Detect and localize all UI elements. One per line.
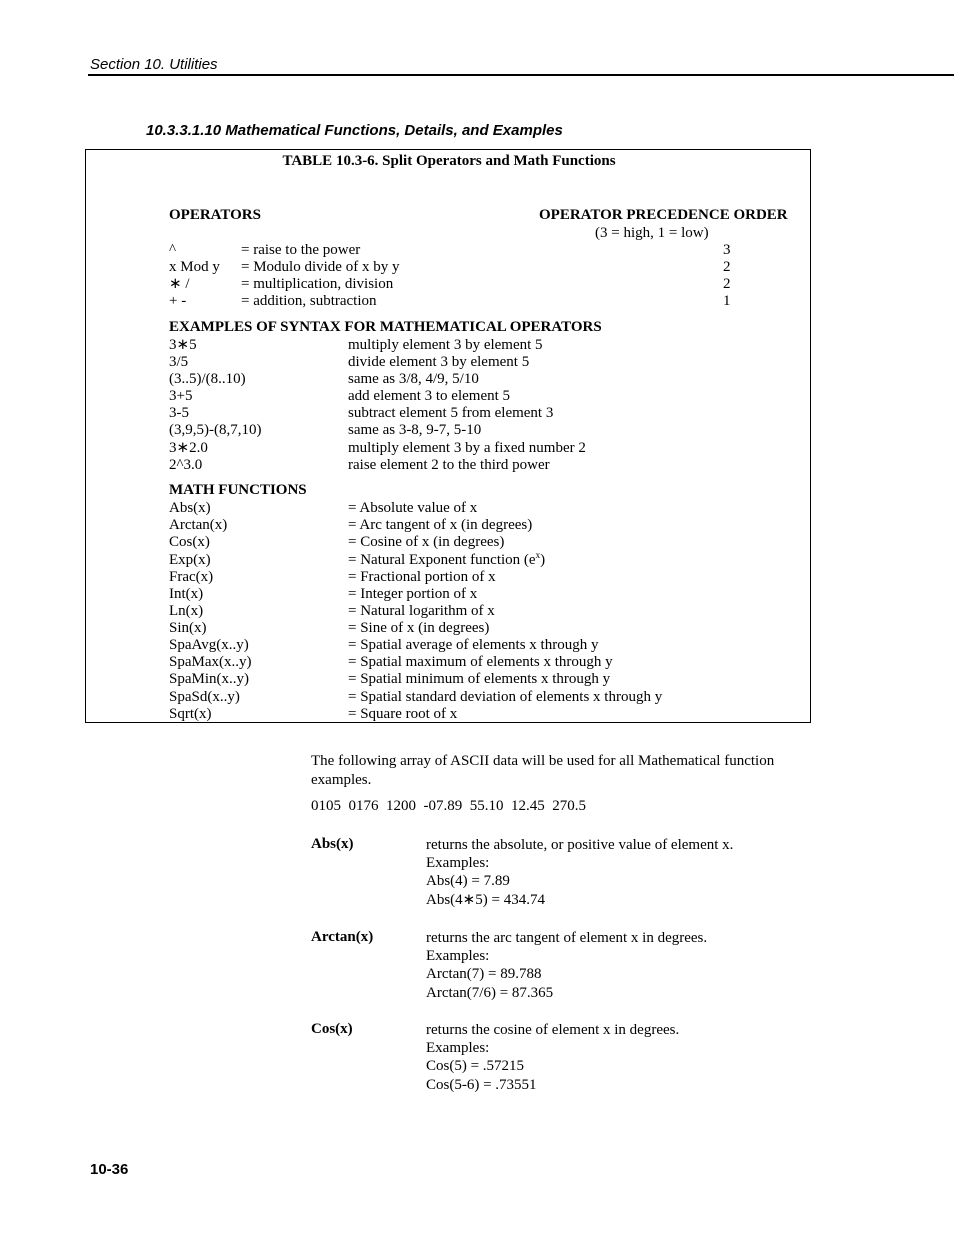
example-line: Abs(4∗5) = 434.74 <box>426 891 545 908</box>
syntax-meaning: subtract element 5 from element 3 <box>348 405 554 421</box>
operator-description: = multiplication, division <box>241 276 394 292</box>
syntax-expression: (3..5)/(8..10) <box>169 371 246 387</box>
function-description: = Fractional portion of x <box>348 569 496 585</box>
page-number: 10-36 <box>90 1161 129 1178</box>
function-name: SpaSd(x..y) <box>169 689 240 705</box>
function-row <box>169 586 789 603</box>
function-name: Arctan(x) <box>169 517 228 533</box>
function-row <box>169 552 789 569</box>
operator-row <box>169 259 769 276</box>
syntax-row <box>169 457 789 474</box>
function-description: = Spatial standard deviation of elements x through y <box>348 689 663 705</box>
example-line: Abs(4) = 7.89 <box>426 873 510 890</box>
intro-paragraph: The following array of ASCII data will be used for all Mathematical function examples. <box>311 753 775 788</box>
function-detail-name: Cos(x) <box>311 1021 353 1037</box>
function-name: Sqrt(x) <box>169 706 212 722</box>
operator-row <box>169 276 769 293</box>
function-description: = Spatial minimum of elements x through y <box>348 671 611 687</box>
function-name: Cos(x) <box>169 534 210 550</box>
ascii-data-array: 0105 0176 1200 -07.89 55.10 12.45 270.5 <box>311 798 586 814</box>
syntax-row <box>169 388 789 405</box>
function-row <box>169 620 789 637</box>
syntax-expression: 3+5 <box>169 388 193 404</box>
examples-label: Examples: <box>426 855 490 872</box>
function-detail-description: returns the arc tangent of element x in degrees. <box>426 930 708 946</box>
syntax-meaning: raise element 2 to the third power <box>348 457 550 473</box>
syntax-heading: EXAMPLES OF SYNTAX FOR MATHEMATICAL OPERATORS <box>169 319 602 335</box>
function-row <box>169 671 789 688</box>
example-line: Cos(5) = .57215 <box>426 1058 525 1075</box>
header-rule <box>88 74 954 76</box>
operator-description: = Modulo divide of x by y <box>241 259 400 275</box>
table-title: TABLE 10.3-6. Split Operators and Math Functions <box>282 153 616 169</box>
function-row <box>169 706 789 723</box>
function-detail-body <box>426 929 806 1002</box>
exponent-superscript: x <box>535 550 541 560</box>
function-description: = Absolute value of x <box>348 500 478 516</box>
function-row <box>169 637 789 654</box>
syntax-row <box>169 337 789 354</box>
function-description <box>348 552 545 569</box>
syntax-meaning: add element 3 to element 5 <box>348 388 511 404</box>
function-description-text: = Natural Exponent function (e <box>348 552 536 568</box>
operator-description: = addition, subtraction <box>241 293 377 309</box>
examples-label: Examples: <box>426 1040 490 1057</box>
precedence-note: (3 = high, 1 = low) <box>595 225 709 241</box>
operator-precedence: 2 <box>723 276 731 292</box>
function-name: SpaAvg(x..y) <box>169 637 249 653</box>
syntax-row <box>169 354 789 371</box>
function-row <box>169 654 789 671</box>
function-name: Exp(x) <box>169 552 211 568</box>
function-name: SpaMin(x..y) <box>169 671 249 687</box>
precedence-heading: OPERATOR PRECEDENCE ORDER <box>539 207 788 223</box>
function-name: Int(x) <box>169 586 204 602</box>
function-description-suffix: ) <box>540 552 546 568</box>
function-description: = Spatial maximum of elements x through y <box>348 654 613 670</box>
examples-label: Examples: <box>426 948 490 965</box>
example-line: Cos(5-6) = .73551 <box>426 1076 537 1093</box>
functions-heading: MATH FUNCTIONS <box>169 482 307 498</box>
operators-heading: OPERATORS <box>169 207 261 223</box>
operator-symbol: x Mod y <box>169 259 220 275</box>
operators-table <box>85 149 811 723</box>
syntax-meaning: same as 3-8, 9-7, 5-10 <box>348 422 482 438</box>
syntax-expression: 3/5 <box>169 354 189 370</box>
syntax-meaning: multiply element 3 by element 5 <box>348 337 543 353</box>
function-row <box>169 534 789 551</box>
function-description: = Square root of x <box>348 706 458 722</box>
operator-precedence: 2 <box>723 259 731 275</box>
syntax-row <box>169 440 789 457</box>
syntax-row <box>169 422 789 439</box>
function-row <box>169 689 789 706</box>
function-description: = Spatial average of elements x through y <box>348 637 599 653</box>
syntax-row <box>169 371 789 388</box>
syntax-expression: 3-5 <box>169 405 189 421</box>
function-description: = Sine of x (in degrees) <box>348 620 490 636</box>
syntax-expression: 3∗2.0 <box>169 440 208 456</box>
operator-row <box>169 293 769 310</box>
function-row <box>169 517 789 534</box>
function-description: = Integer portion of x <box>348 586 478 602</box>
function-name: Abs(x) <box>169 500 211 516</box>
function-description: = Natural logarithm of x <box>348 603 495 619</box>
function-detail-description: returns the cosine of element x in degrees. <box>426 1022 680 1038</box>
syntax-meaning: divide element 3 by element 5 <box>348 354 530 370</box>
operator-description: = raise to the power <box>241 242 361 258</box>
function-row <box>169 500 789 517</box>
example-line: Arctan(7) = 89.788 <box>426 966 542 983</box>
function-detail-body <box>426 1021 806 1094</box>
function-detail-description: returns the absolute, or positive value of element x. <box>426 837 734 853</box>
operator-symbol: + - <box>169 293 187 309</box>
function-row <box>169 603 789 620</box>
syntax-meaning: multiply element 3 by a fixed number 2 <box>348 440 586 456</box>
function-name: Sin(x) <box>169 620 207 636</box>
function-detail-body <box>426 836 806 909</box>
syntax-row <box>169 405 789 422</box>
operator-symbol: ∗ / <box>169 276 190 292</box>
function-name: SpaMax(x..y) <box>169 654 252 670</box>
operator-symbol: ^ <box>169 242 177 258</box>
example-line: Arctan(7/6) = 87.365 <box>426 984 554 1001</box>
operator-precedence: 3 <box>723 242 731 258</box>
function-detail-name: Abs(x) <box>311 836 354 852</box>
function-description: = Cosine of x (in degrees) <box>348 534 505 550</box>
operator-row <box>169 242 769 259</box>
syntax-expression: 3∗5 <box>169 337 197 353</box>
function-row <box>169 569 789 586</box>
syntax-expression: 2^3.0 <box>169 457 203 473</box>
section-heading: 10.3.3.1.10 Mathematical Functions, Details, and Examples <box>146 122 563 139</box>
function-detail-name: Arctan(x) <box>311 929 374 945</box>
function-name: Ln(x) <box>169 603 204 619</box>
operator-precedence: 1 <box>723 293 731 309</box>
running-header: Section 10. Utilities <box>90 56 218 73</box>
syntax-meaning: same as 3/8, 4/9, 5/10 <box>348 371 479 387</box>
syntax-expression: (3,9,5)-(8,7,10) <box>169 422 262 438</box>
function-name: Frac(x) <box>169 569 214 585</box>
function-description: = Arc tangent of x (in degrees) <box>348 517 533 533</box>
